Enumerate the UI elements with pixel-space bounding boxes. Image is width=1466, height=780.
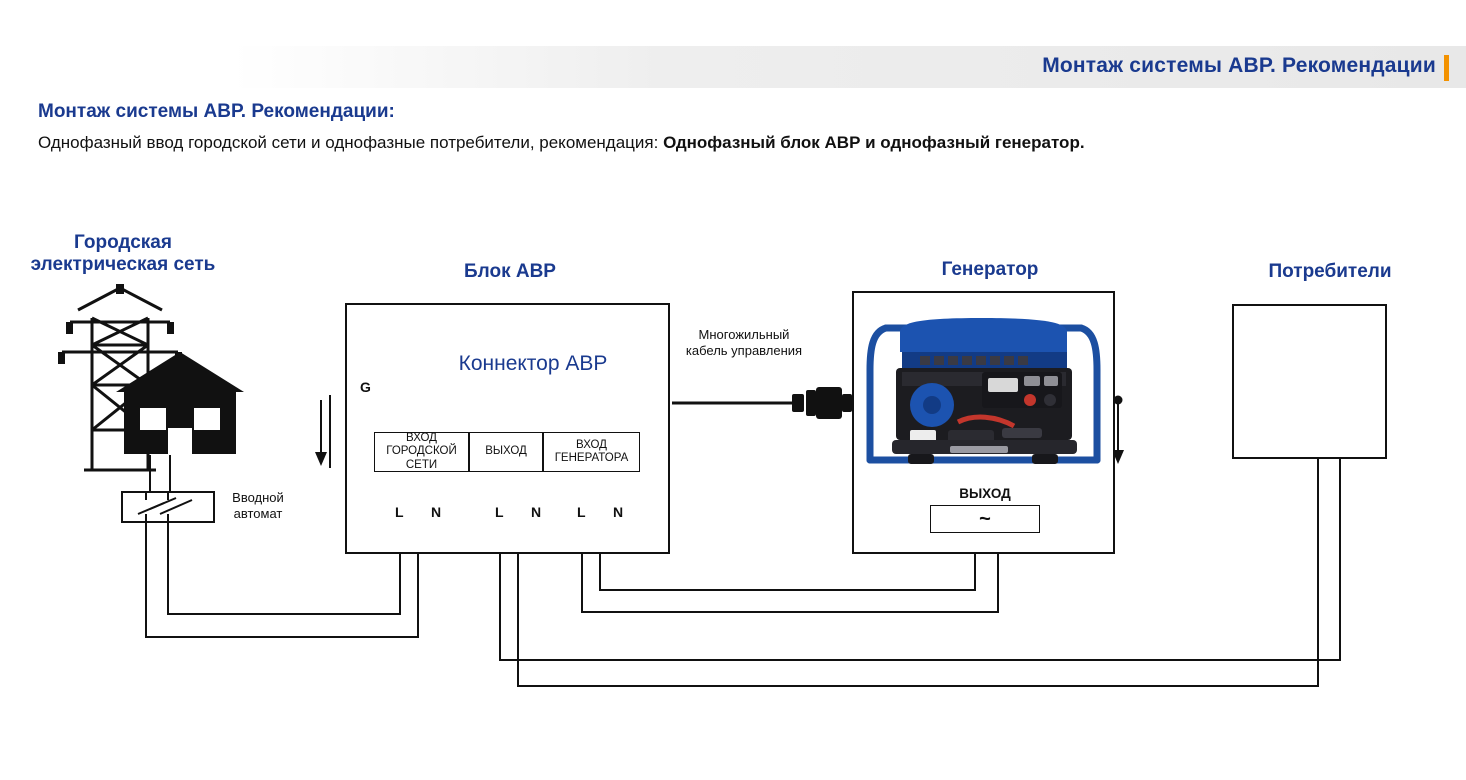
label-city-grid: Городская электрическая сеть bbox=[30, 232, 216, 275]
caption-control-cable: Многожильный кабель управления bbox=[685, 327, 803, 358]
house-icon bbox=[116, 352, 244, 454]
avr-ground-label: G bbox=[360, 379, 371, 395]
intro-title: Монтаж системы АВР. Рекомендации: bbox=[38, 101, 395, 122]
page-title: Монтаж системы АВР. Рекомендации bbox=[1042, 54, 1436, 77]
generator-output-title: ВЫХОД bbox=[959, 486, 1011, 501]
generator-connector-icon bbox=[792, 387, 852, 419]
terminal-n-1: N bbox=[431, 504, 442, 520]
terminal-n-2: N bbox=[531, 504, 542, 520]
intro-body-bold: Однофазный блок АВР и однофазный генератор. bbox=[663, 133, 1085, 152]
label-generator: Генератор bbox=[941, 259, 1039, 280]
avr-connector-title: Коннектор АВР bbox=[458, 352, 608, 375]
caption-input-breaker: Вводной автомат bbox=[232, 490, 284, 521]
label-avr-block: Блок АВР bbox=[464, 261, 556, 282]
intro-body bbox=[38, 131, 1398, 156]
terminal-l-1: L bbox=[395, 504, 404, 520]
arrow-grid-in bbox=[315, 452, 327, 466]
intro-body-plain: Однофазный ввод городской сети и однофазные потребители, рекомендация: bbox=[38, 133, 664, 152]
port-output: ВЫХОД bbox=[469, 432, 543, 472]
input-breaker-icon bbox=[122, 492, 214, 522]
generator-image bbox=[862, 310, 1105, 500]
terminal-l-2: L bbox=[495, 504, 504, 520]
label-consumers: Потребители bbox=[1268, 261, 1392, 282]
port-generator-input: ВХОД ГЕНЕРАТОРА bbox=[543, 432, 640, 472]
terminal-n-3: N bbox=[613, 504, 624, 520]
port-city-input: ВХОД ГОРОДСКОЙ СЕТИ bbox=[374, 432, 469, 472]
pylon-icon bbox=[62, 288, 178, 470]
consumers-box bbox=[1232, 304, 1387, 459]
generator-output-symbol: ~ bbox=[979, 508, 991, 530]
terminal-l-3: L bbox=[577, 504, 586, 520]
pylon-insulators bbox=[58, 284, 182, 364]
header-accent-bar bbox=[1444, 55, 1449, 81]
